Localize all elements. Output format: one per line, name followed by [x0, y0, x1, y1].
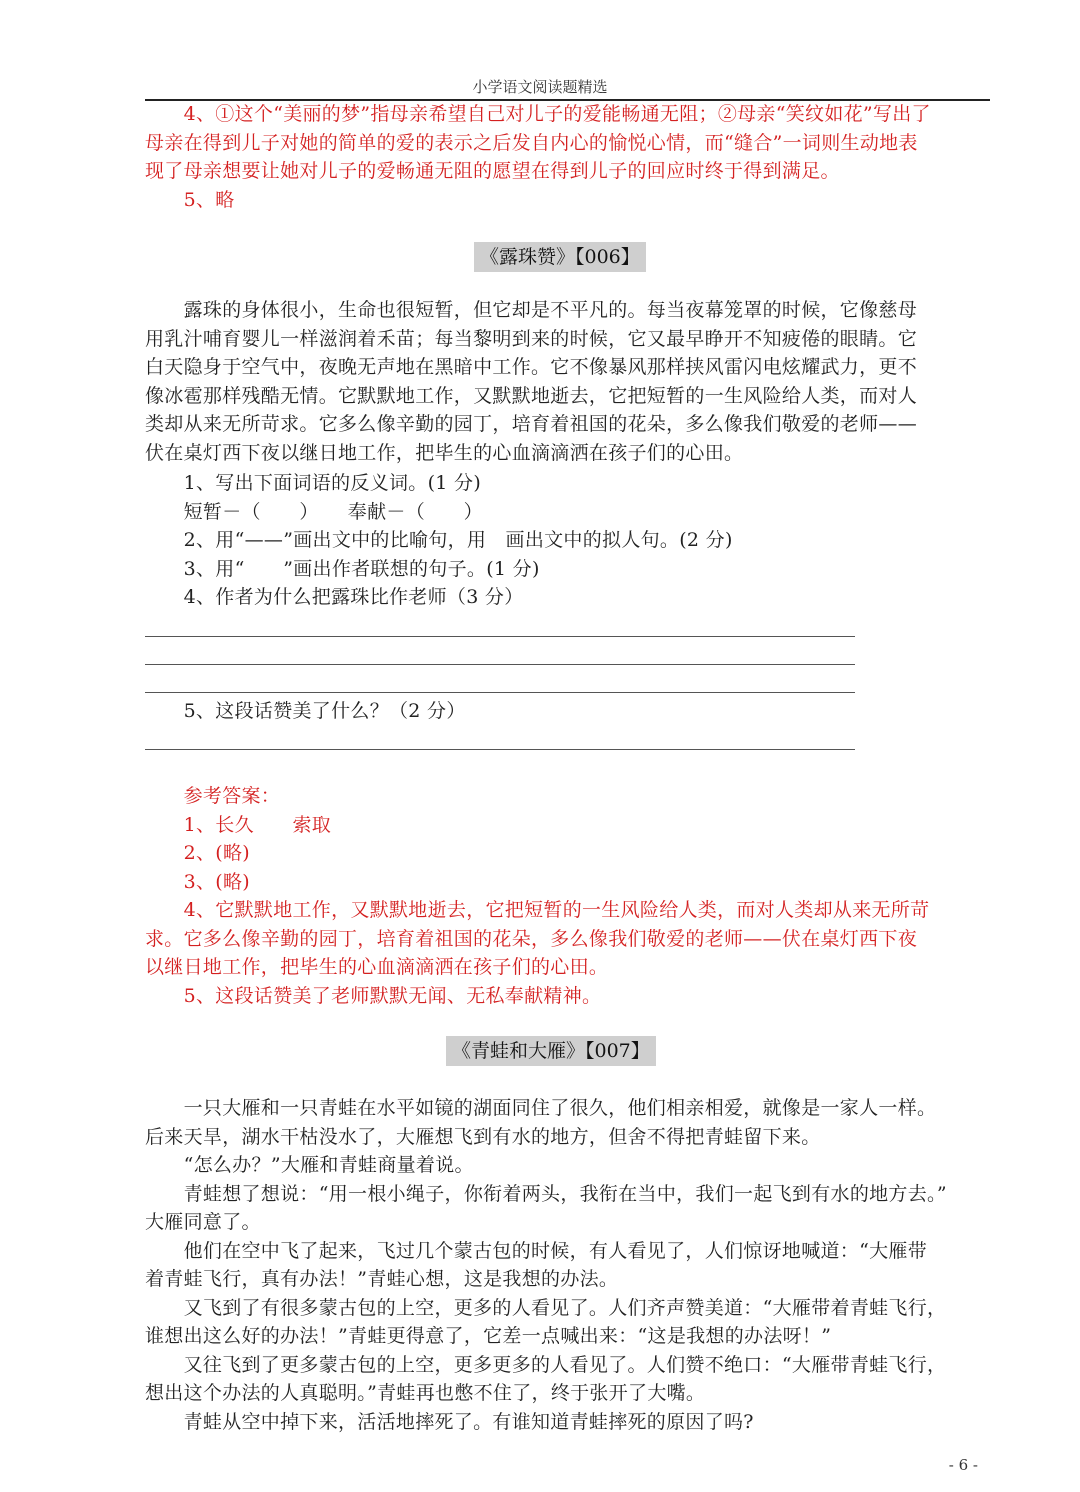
passage-line: 着青蛙飞行，真有办法！”青蛙心想，这是我想的办法。 [145, 1268, 619, 1290]
question-line: 2、用“——”画出文中的比喻句，用 画出文中的拟人句。(2 分) [145, 529, 733, 551]
passage-line: 白天隐身于空气中，夜晚无声地在黑暗中工作。它不像暴风那样挟风雷闪电炫耀武力，更不 [145, 356, 918, 378]
passage-line: 想出这个办法的人真聪明。”青蛙再也憋不住了，终于张开了大嘴。 [145, 1382, 706, 1404]
questions-lu-zhu-zan [145, 469, 990, 612]
question-line: 4、作者为什么把露珠比作老师（3 分） [145, 586, 524, 608]
passage-line: 谁想出这么好的办法！”青蛙更得意了，它差一点喊出来：“这是我想的办法呀！” [145, 1325, 832, 1347]
passage-line: 他们在空中飞了起来，飞过几个蒙古包的时候，有人看见了，人们惊讶地喊道：“大雁带 [145, 1239, 928, 1262]
question-line: 3、用“ ”画出作者联想的句子。(1 分) [145, 557, 540, 580]
section-title-lu-zhu-zan: 《露珠赞》【006】 [474, 242, 646, 272]
passage-line: 像冰雹那样残酷无情。它默默地工作，又默默地逝去，它把短暂的一生风险给人类，而对人 [145, 384, 918, 407]
passage-line: 青蛙想了想说：“用一根小绳子，你衔着两头，我衔在当中，我们一起飞到有水的地方去。” [145, 1182, 947, 1205]
passage-lu-zhu-zan [145, 296, 990, 467]
answer-line: 2、(略) [145, 842, 251, 864]
passage-line: 类却从来无所苛求。它多么像辛勤的园丁，培育着祖国的花朵，多么像我们敬爱的老师—— [145, 413, 918, 435]
passage-line: 青蛙从空中掉下来，活活地摔死了。有谁知道青蛙摔死的原因了吗? [145, 1410, 754, 1433]
passage-line: 一只大雁和一只青蛙在水平如镜的湖面同住了很久，他们相亲相爱，就像是一家人一样。 [145, 1097, 937, 1119]
answer-line: 5、这段话赞美了老师默默无闻、无私奉献精神。 [145, 984, 602, 1007]
passage-qing-wa-he-da-yan [145, 1094, 990, 1436]
question-line: 短暂－（ ） 奉献－（ ） [145, 500, 483, 523]
answer-blank-line[interactable] [145, 636, 855, 637]
passage-line: 又飞到了有很多蒙古包的上空，更多的人看见了。人们齐声赞美道：“大雁带着青蛙飞行， [145, 1296, 947, 1319]
answer-line: 5、略 [145, 188, 235, 211]
page-header-title: 小学语文阅读题精选 [472, 78, 608, 96]
reference-answers [145, 782, 990, 1010]
answer-line: 现了母亲想要让她对儿子的爱畅通无阻的愿望在得到儿子的回应时终于得到满足。 [145, 160, 840, 182]
answer-line: 3、(略) [145, 870, 251, 893]
passage-line: 伏在桌灯西下夜以继日地工作，把毕生的心血滴滴洒在孩子们的心田。 [145, 441, 744, 464]
section-title-qing-wa-he-da-yan: 《青蛙和大雁》【007】 [446, 1036, 656, 1066]
passage-line: 后来天旱，湖水干枯没水了，大雁想飞到有水的地方，但舍不得把青蛙留下来。 [145, 1125, 821, 1148]
answer-line: 母亲在得到儿子对她的简单的爱的表示之后发自内心的愉悦心情，而“缝合”一词则生动地表 [145, 131, 918, 154]
previous-answers [145, 100, 990, 214]
passage-line: 又往飞到了更多蒙古包的上空，更多更多的人看见了。人们赞不绝口：“大雁带青蛙飞行， [145, 1353, 947, 1376]
page-number: - 6 - [948, 1456, 978, 1474]
answer-line: 以继日地工作，把毕生的心血滴滴洒在孩子们的心田。 [145, 956, 609, 978]
answer-line: 4、①这个“美丽的梦”指母亲希望自己对儿子的爱能畅通无阻；②母亲“笑纹如花”写出了 [145, 103, 931, 125]
passage-line: 露珠的身体很小，生命也很短暂，但它却是不平凡的。每当夜幕笼罩的时候，它像慈母 [145, 299, 918, 321]
answer-line: 4、它默默地工作，又默默地逝去，它把短暂的一生风险给人类，而对人类却从来无所苛 [145, 899, 930, 921]
answer-heading: 参考答案： [145, 785, 281, 807]
passage-line: 用乳汁哺育婴儿一样滋润着禾苗；每当黎明到来的时候，它又最早睁开不知疲倦的眼睛。它 [145, 327, 918, 350]
answer-line: 1、长久 索取 [145, 813, 332, 836]
answer-blank-line[interactable] [145, 664, 855, 665]
question-line: 5、这段话赞美了什么？（2 分） [145, 700, 466, 722]
passage-line: “怎么办？”大雁和青蛙商量着说。 [145, 1154, 474, 1176]
answer-blank-line[interactable] [145, 749, 855, 750]
question-line: 1、写出下面词语的反义词。(1 分) [145, 472, 482, 494]
answer-line: 求。它多么像辛勤的园丁，培育着祖国的花朵，多么像我们敬爱的老师——伏在桌灯西下夜 [145, 927, 918, 950]
passage-line: 大雁同意了。 [145, 1211, 261, 1233]
answer-blank-line[interactable] [145, 692, 855, 693]
question-5 [145, 697, 990, 726]
